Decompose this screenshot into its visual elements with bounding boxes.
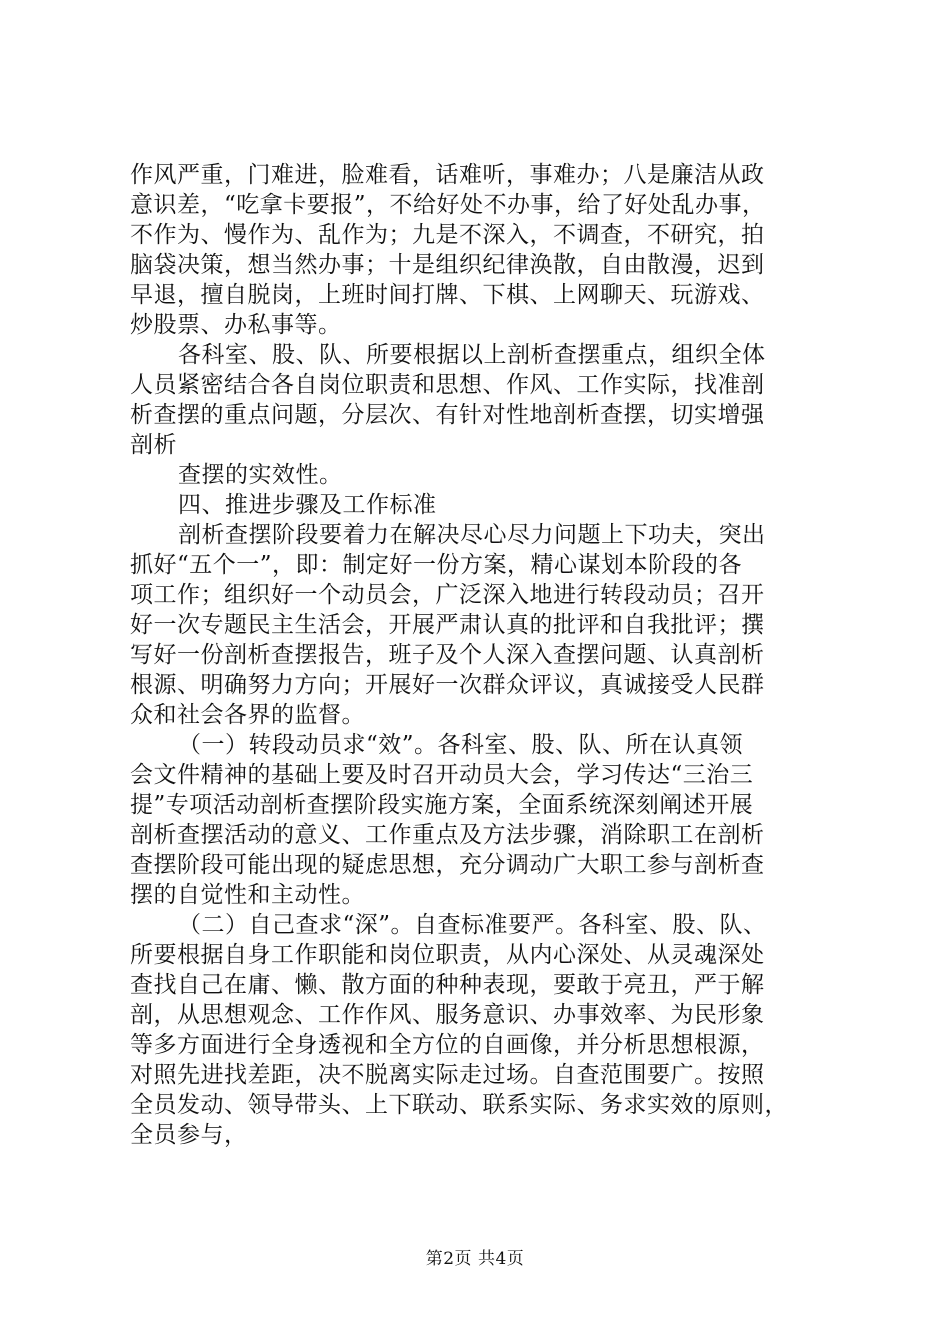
text-line: 等多方面进行全身透视和全方位的自画像，并分析思想根源， xyxy=(130,1032,765,1058)
subsection-start-line: （一）转段动员求“效”。各科室、股、队、所在认真领 xyxy=(178,732,744,758)
text-line: 众和社会各界的监督。 xyxy=(130,702,365,728)
text-line: 意识差，“吃拿卡要报”，不给好处不办事，给了好处乱办事， xyxy=(130,192,766,218)
paragraph-start-line: 各科室、股、队、所要根据以上剖析查摆重点，组织全体 xyxy=(178,342,766,368)
text-line: 查找自己在庸、懒、散方面的种种表现，要敢于亮丑，严于解 xyxy=(130,972,765,998)
text-line: 人员紧密结合各自岗位职责和思想、作风、工作实际，找准剖 xyxy=(130,372,765,398)
text-line: 会文件精神的基础上要及时召开动员大会，学习传达“三治三 xyxy=(130,762,754,788)
text-line: 查摆的实效性。 xyxy=(178,462,343,488)
text-line: 剖析查摆活动的意义、工作重点及方法步骤，消除职工在剖析 xyxy=(130,822,765,848)
text-line: 不作为、慢作为、乱作为；九是不深入，不调查，不研究，拍 xyxy=(130,222,765,248)
text-line: 所要根据自身工作职能和岗位职责，从内心深处、从灵魂深处 xyxy=(130,942,765,968)
section-heading: 四、推进步骤及工作标准 xyxy=(178,492,437,518)
text-line: 脑袋决策，想当然办事；十是组织纪律涣散，自由散漫，迟到 xyxy=(130,252,765,278)
text-line: 抓好“五个一”，即：制定好一份方案，精心谋划本阶段的各 xyxy=(130,552,743,578)
text-line: 提”专项活动剖析查摆阶段实施方案，全面系统深刻阐述开展 xyxy=(130,792,754,818)
text-line: 摆的自觉性和主动性。 xyxy=(130,882,365,908)
text-line: 全员发动、领导带头、上下联动、联系实际、务求实效的原则， xyxy=(130,1092,788,1118)
document-body xyxy=(130,160,830,1150)
text-line: 好一次专题民主生活会，开展严肃认真的批评和自我批评；撰 xyxy=(130,612,765,638)
text-line: 析查摆的重点问题，分层次、有针对性地剖析查摆，切实增强 xyxy=(130,402,765,428)
text-line: 根源、明确努力方向；开展好一次群众评议，真诚接受人民群 xyxy=(130,672,765,698)
page-number-footer: 第2页 共4页 xyxy=(425,1249,525,1269)
text-line: 对照先进找差距，决不脱离实际走过场。自查范围要广。按照 xyxy=(130,1062,765,1088)
text-line: 早退，擅自脱岗，上班时间打牌、下棋、上网聊天、玩游戏、 xyxy=(130,282,765,308)
text-line: 炒股票、办私事等。 xyxy=(130,312,342,338)
text-line: 查摆阶段可能出现的疑虑思想，充分调动广大职工参与剖析查 xyxy=(130,852,765,878)
text-line: 项工作；组织好一个动员会，广泛深入地进行转段动员；召开 xyxy=(130,582,765,608)
text-line: 作风严重，门难进，脸难看，话难听，事难办；八是廉洁从政 xyxy=(130,162,765,188)
text-line: 写好一份剖析查摆报告，班子及个人深入查摆问题、认真剖析 xyxy=(130,642,765,668)
paragraph-start-line: 剖析查摆阶段要着力在解决尽心尽力问题上下功夫，突出 xyxy=(178,522,766,548)
text-line: 全员参与， xyxy=(130,1122,248,1148)
text-line: 剖析 xyxy=(130,432,177,458)
subsection-start-line: （二）自己查求“深”。自查标准要严。各科室、股、队、 xyxy=(178,912,767,938)
text-line: 剖，从思想观念、工作作风、服务意识、办事效率、为民形象 xyxy=(130,1002,765,1028)
